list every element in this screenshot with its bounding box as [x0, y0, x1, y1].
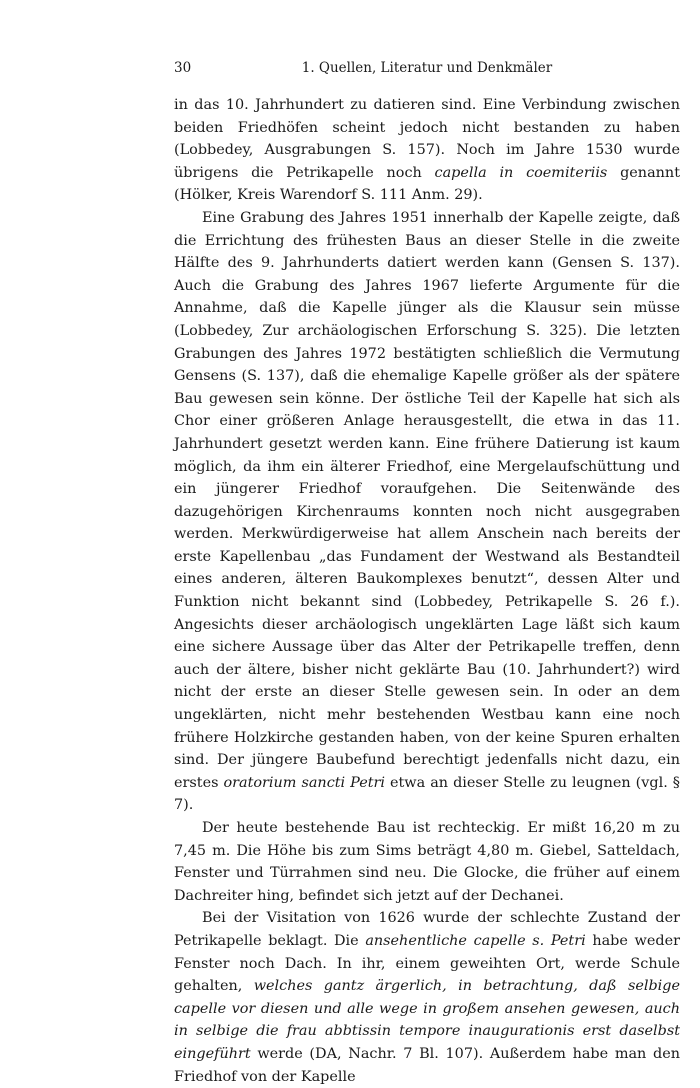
paragraph: [174, 907, 680, 1088]
page-header: [174, 60, 680, 80]
italic-text: capella in coemiteriis: [434, 164, 608, 181]
text-run: werde (DA, Nachr. 7 Bl. 107). Außerdem habe man den Friedhof von der Kapelle: [174, 1045, 680, 1085]
paragraph: [174, 207, 680, 817]
italic-text: ansehentliche capelle s. Petri: [365, 932, 586, 949]
text-run: in das 10. Jahrhundert zu datieren sind. Eine Verbindung zwischen beiden Friedhöfen scheint jedoch nicht bestanden zu haben (Lobbedey, Ausgrabungen S. 157). Noch im Jahre 1530 wurde übrigens die Petrikapelle noch: [174, 97, 680, 181]
paragraph: [174, 817, 680, 907]
paragraph: [174, 94, 680, 207]
italic-text: welches gantz ärgerlich, in betrachtung, daß selbige capelle vor diesen und alle wege in großem ansehen gewesen, auch in selbige die frau abbtissin tempore inaugurationis erst daselbst eingeführt: [174, 978, 680, 1062]
page-number: 30: [174, 60, 192, 76]
text-run: Eine Grabung des Jahres 1951 innerhalb der Kapelle zeigte, daß die Errichtung des frühesten Baus an dieser Stelle in die zweite Hälfte des 9. Jahrhunderts datiert werden kann (Gensen S. 137). Auch die Grabung des Jahres 1967 lieferte Argumente für die Annahme, daß die Kapelle jünger als die Klausur sein müsse (Lobbedey, Zur archäologischen Erforschung S. 325). Die letzten Grabungen des Jahres 1972 bestätigten schließlich die Vermutung Gensens (S. 137), daß die ehemalige Kapelle größer als der spätere Bau gewesen sein könne. Der östliche Teil der Kapelle hat sich als Chor einer größeren Anlage herausgestellt, die etwa in das 11. Jahrhundert gesetzt werden kann. Eine frühere Datierung ist kaum möglich, da ihm ein älterer Friedhof, eine Mergelaufschüttung und ein jüngerer Friedhof voraufgehen. Die Seitenwände des dazugehörigen Kirchenraums konnten noch nicht ausgegraben werden. Merkwürdigerweise hat allem Anschein nach bereits der erste Kapellenbau „das Fundament der Westwand als Bestandteil eines anderen, älteren Baukomplexes benutzt“, dessen Alter und Funktion nicht bekannt sind (Lobbedey, Petrikapelle S. 26 f.). Angesichts dieser archäologisch ungeklärten Lage läßt sich kaum eine sichere Aussage über das Alter der Petrikapelle treffen, denn auch der ältere, bisher nicht geklärte Bau (10. Jahrhundert?) wird nicht der erste an dieser Stelle gewesen sein. In oder an dem ungeklärten, nicht mehr bestehenden Westbau kann eine noch frühere Holzkirche gestanden haben, von der keine Spuren erhalten sind. Der jüngere Baubefund berechtigt jedenfalls nicht dazu, ein erstes: [174, 209, 680, 791]
text-run: Der heute bestehende Bau ist rechteckig. Er mißt 16,20 m zu 7,45 m. Die Höhe bis zum Sims beträgt 4,80 m. Giebel, Satteldach, Fenster und Türrahmen sind neu. Die Glocke, die früher auf einem Dachreiter hing, befindet sich jetzt auf der Dechanei.: [174, 820, 680, 904]
running-head: 1. Quellen, Literatur und Denkmäler: [301, 60, 553, 76]
text-run: Bei der Visitation von 1626 wurde der schlechte Zustand der Petrikapelle beklagt. Die: [174, 910, 680, 949]
text-run: etwa an dieser Stelle zu leugnen (vgl. § 7).: [174, 774, 680, 814]
italic-text: oratorium sancti Petri: [223, 774, 385, 791]
text-run: habe weder Fenster noch Dach. In ihr, einem geweihten Ort, werde Schule gehalten,: [174, 932, 680, 995]
body-text: [174, 94, 680, 1088]
text-run: genannt (Hölker, Kreis Warendorf S. 111 Anm. 29).: [174, 164, 680, 204]
